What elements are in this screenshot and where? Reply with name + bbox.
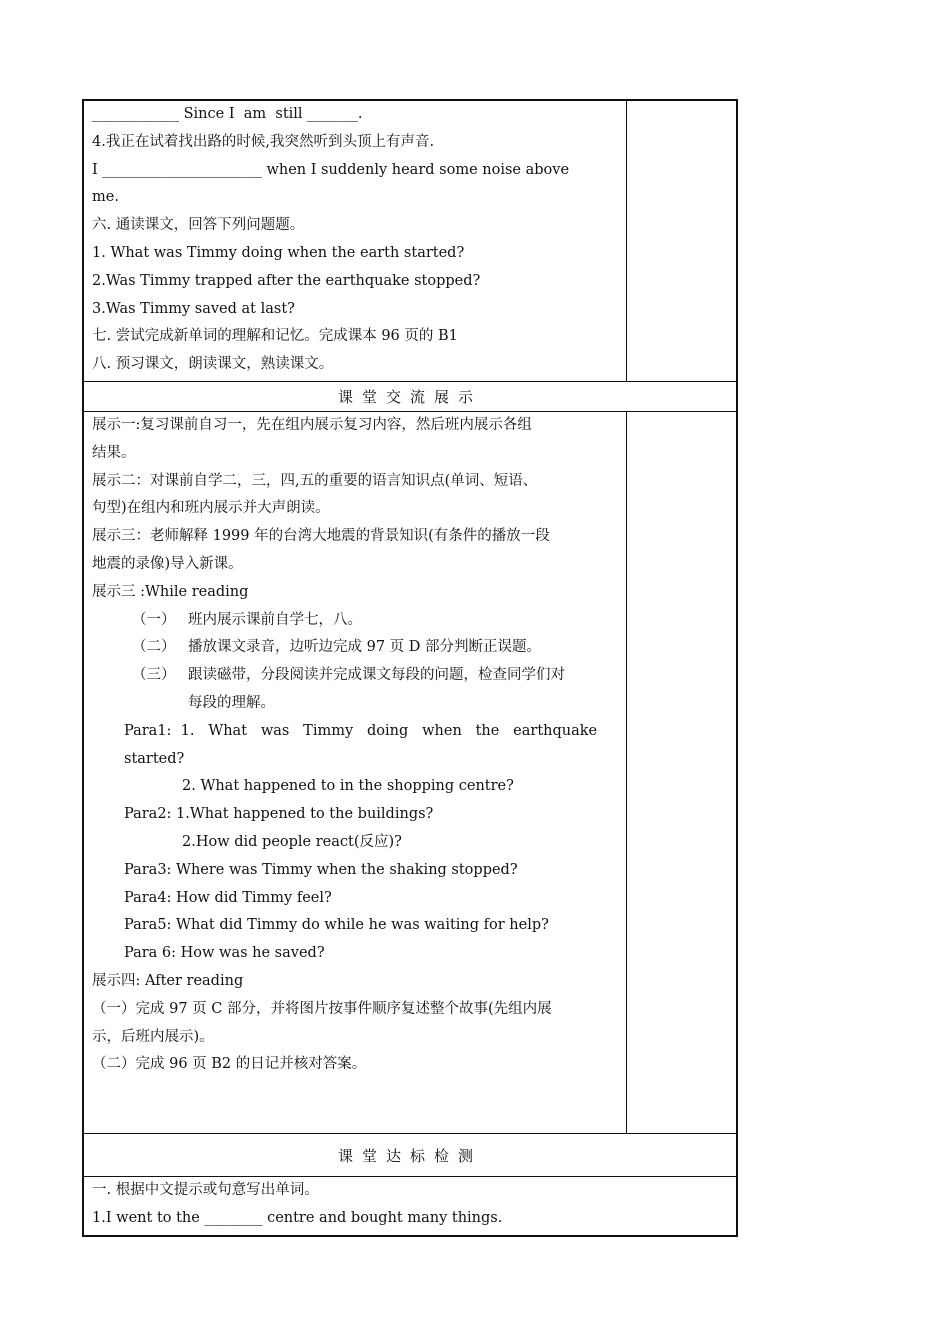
- test-section-row: [84, 1177, 736, 1235]
- step-3-text-cont: 每段的理解。: [188, 694, 275, 711]
- preview-line-5: 六. 通读课文，回答下列问题题。: [92, 217, 305, 234]
- after-reading-task-2: （二）完成 96 页 B2 的日记并核对答案。: [92, 1056, 367, 1073]
- preview-line-8: 3.Was Timmy saved at last?: [92, 300, 295, 317]
- display-line-1: 展示一:复习课前自习一，先在组内展示复习内容，然后班内展示各组: [92, 417, 532, 433]
- preview-line-10: 八. 预习课文，朗读课文，熟读课文。: [92, 356, 334, 373]
- notes-column: [627, 101, 736, 381]
- preview-line-3: I ______________________ when I suddenly heard some noise above: [92, 161, 570, 178]
- section-header-display-title: 课堂交流展示: [337, 388, 482, 406]
- para4-question: Para4: How did Timmy feel?: [124, 889, 332, 906]
- para1-question-2: 2. What happened to in the shopping centre?: [182, 778, 514, 795]
- display-line-7: 展示三 :While reading: [92, 583, 249, 600]
- para3-question: Para3: Where was Timmy when the shaking stopped?: [124, 861, 518, 878]
- preview-line-2: 4.我正在试着找出路的时候,我突然听到头顶上有声音.: [92, 133, 435, 150]
- notes-column: [627, 412, 736, 1133]
- preview-line-6: 1. What was Timmy doing when the earth started?: [92, 244, 465, 261]
- para1-question-1: Para1: 1. What was Timmy doing when the earthquake: [124, 722, 598, 739]
- step-3-number: （三）: [132, 667, 176, 684]
- preview-line-4: me.: [92, 189, 119, 206]
- display-line-6: 地震的录像)导入新课。: [92, 555, 243, 572]
- step-1-number: （一）: [132, 611, 176, 628]
- para5-question: Para5: What did Timmy do while he was waiting for help?: [124, 917, 549, 934]
- para2-question-1: Para2: 1.What happened to the buildings?: [124, 806, 434, 823]
- step-2-number: （二）: [132, 639, 176, 656]
- after-reading-task-1: （一）完成 97 页 C 部分，并将图片按事件顺序复述整个故事(先组内展: [92, 1000, 552, 1017]
- section-header-display: [84, 382, 736, 412]
- preview-line-1: ____________ Since I am still _______.: [92, 106, 363, 122]
- display-section-content: [84, 412, 627, 1133]
- after-reading-heading: 展示四: After reading: [92, 972, 244, 989]
- display-line-2: 结果。: [92, 444, 136, 461]
- para2-question-2: 2.How did people react(反应)?: [182, 833, 402, 850]
- preview-section-row: [84, 101, 736, 382]
- test-instruction: 一. 根据中文提示或句意写出单词。: [92, 1182, 319, 1198]
- display-line-3: 展示二：对课前自学二，三，四,五的重要的语言知识点(单词、短语、: [92, 472, 538, 489]
- preview-line-9: 七. 尝试完成新单词的理解和记忆。完成课本 96 页的 B1: [92, 328, 458, 345]
- section-header-test: [84, 1134, 736, 1177]
- step-2-text: 播放课文录音，边听边完成 97 页 D 部分判断正误题。: [188, 639, 542, 656]
- after-reading-task-1-cont: 示，后班内展示)。: [92, 1028, 214, 1045]
- preview-line-7: 2.Was Timmy trapped after the earthquake stopped?: [92, 272, 481, 289]
- test-question-1: 1.I went to the ________ centre and bought many things.: [92, 1209, 503, 1226]
- step-3: [92, 662, 620, 690]
- step-1: [92, 607, 620, 635]
- step-3-cont: [92, 690, 620, 718]
- step-3-text: 跟读磁带，分段阅读并完成课文每段的问题，检查同学们对: [188, 667, 565, 684]
- para1-question-1-cont: started?: [124, 750, 185, 767]
- step-2: [92, 634, 620, 662]
- display-section-row: [84, 412, 736, 1134]
- preview-section-content: [84, 101, 627, 381]
- display-line-5: 展示三：老师解释 1999 年的台湾大地震的背景知识(有条件的播放一段: [92, 528, 550, 545]
- lesson-table: [82, 99, 738, 1237]
- step-1-text: 班内展示课前自学七，八。: [188, 611, 362, 628]
- para6-question: Para 6: How was he saved?: [124, 945, 325, 962]
- display-line-4: 句型)在组内和班内展示并大声朗读。: [92, 500, 330, 517]
- section-header-test-title: 课堂达标检测: [337, 1146, 482, 1165]
